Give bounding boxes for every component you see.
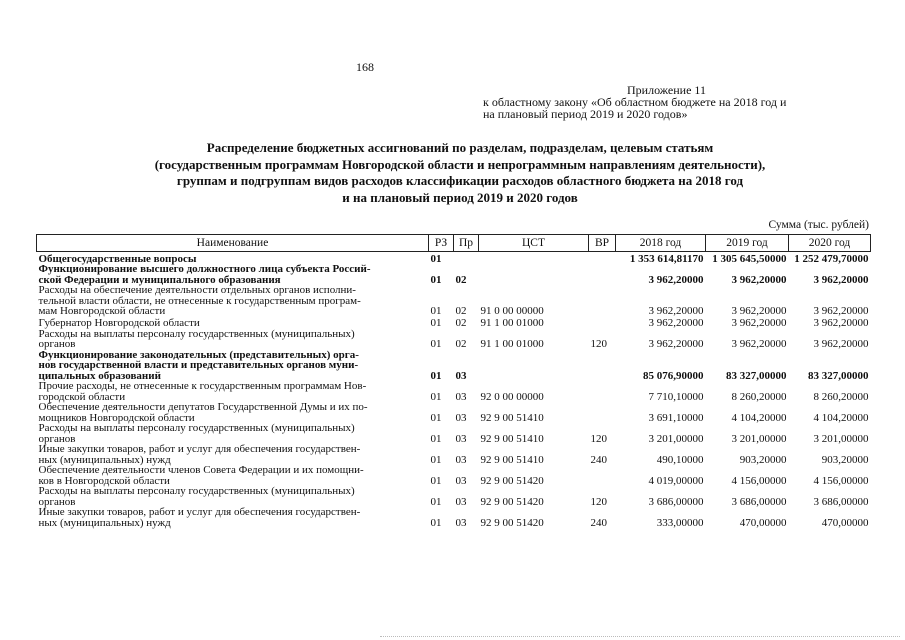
row-pr: 02 <box>455 317 467 329</box>
row-name-line: Расходы на выплаты персоналу государственных (муниципальных) <box>38 485 355 497</box>
row-name-line: ской Федерации и муниципального образования <box>38 273 281 286</box>
row-name-line: ных (муниципальных) нужд <box>38 453 171 466</box>
row-2020: 3 962,20000 <box>813 338 869 350</box>
row-2019: 3 962,20000 <box>731 317 787 329</box>
row-pr: 03 <box>455 495 467 508</box>
row-cst: 91 1 00 01000 <box>480 338 544 350</box>
row-2019: 3 201,00000 <box>731 432 787 445</box>
row-name-line: городской области <box>38 390 126 403</box>
row-2020: 4 104,20000 <box>813 411 869 424</box>
row-2020: 3 201,00000 <box>813 432 869 445</box>
row-2019: 4 156,00000 <box>731 474 787 487</box>
row-rz: 01 <box>430 252 442 265</box>
row-2018: 3 962,20000 <box>648 338 704 350</box>
row-name-line: Губернатор Новгородской области <box>38 317 200 329</box>
row-vr: 120 <box>590 432 607 445</box>
row-2019: 470,00000 <box>739 516 787 529</box>
row-name-line: Общегосударственные вопросы <box>38 252 197 265</box>
row-name <box>37 486 429 507</box>
row-rz: 01 <box>430 453 442 466</box>
row-pr: 02 <box>455 305 467 317</box>
row-2019: 3 962,20000 <box>731 338 787 350</box>
row-name-line: Расходы на выплаты персоналу государственных (муниципальных) <box>38 327 355 340</box>
row-name-line: Функционирование законодательных (представительных) орга- <box>38 348 359 361</box>
row-pr: 02 <box>455 273 467 286</box>
row-vr <box>589 402 616 423</box>
row-name-line: нов государственной власти и представительных органов муни- <box>38 359 359 371</box>
row-2020: 3 686,00000 <box>813 495 869 508</box>
row-pr: 03 <box>455 516 467 529</box>
row-name-line: ных (муниципальных) нужд <box>38 516 171 529</box>
row-cst: 92 9 00 51410 <box>480 411 544 424</box>
row-rz: 01 <box>430 495 442 508</box>
table-row <box>37 381 871 402</box>
row-rz: 01 <box>430 432 442 445</box>
row-name-line: ков в Новгородской области <box>38 474 170 487</box>
row-rz: 01 <box>430 390 442 403</box>
row-2018: 333,00000 <box>656 516 704 529</box>
row-rz: 01 <box>430 369 442 382</box>
row-2019: 83 327,00000 <box>726 369 787 382</box>
row-vr: 120 <box>590 338 607 350</box>
row-name-line: мощников Новгородской области <box>38 411 195 424</box>
header-pr: Пр <box>454 235 479 252</box>
row-2019: 903,20000 <box>739 453 787 466</box>
table-row <box>37 486 871 507</box>
table-row <box>37 465 871 486</box>
row-name-line: органов <box>38 432 76 445</box>
row-name <box>37 465 429 486</box>
row-name-line: тельной власти области, не отнесенные к государственным програм- <box>38 294 361 307</box>
row-2018: 4 019,00000 <box>648 474 704 487</box>
header-rz: РЗ <box>429 235 454 252</box>
row-vr <box>589 252 616 265</box>
row-rz: 01 <box>430 273 442 286</box>
row-cst: 92 9 00 51420 <box>480 516 544 529</box>
row-cst <box>479 264 589 285</box>
header-name: Наименование <box>37 235 429 252</box>
row-rz: 01 <box>430 411 442 424</box>
bottom-divider <box>380 636 900 638</box>
row-2018: 3 962,20000 <box>648 305 704 317</box>
row-pr: 03 <box>455 369 467 382</box>
row-pr <box>454 252 479 265</box>
row-rz: 01 <box>430 317 442 329</box>
row-name-line: Прочие расходы, не отнесенные к государственным программам Нов- <box>38 380 367 392</box>
row-name-line: Обеспечение деятельности депутатов Государственной Думы и их по- <box>38 401 368 413</box>
row-cst <box>479 252 589 265</box>
row-cst: 92 9 00 51420 <box>480 495 544 508</box>
row-name-line: Иные закупки товаров, работ и услуг для обеспечения государствен- <box>38 443 361 455</box>
row-2020: 8 260,20000 <box>813 390 869 403</box>
table-row <box>37 264 871 285</box>
row-2020: 1 252 479,70000 <box>794 252 869 265</box>
row-2020: 4 156,00000 <box>813 474 869 487</box>
row-cst: 92 9 00 51410 <box>480 453 544 466</box>
row-cst <box>479 350 589 382</box>
header-2018: 2018 год <box>616 235 706 252</box>
row-rz: 01 <box>430 338 442 350</box>
row-pr: 03 <box>455 474 467 487</box>
row-2020: 903,20000 <box>821 453 869 466</box>
row-vr <box>589 350 616 382</box>
row-2019: 3 686,00000 <box>731 495 787 508</box>
row-2019: 8 260,20000 <box>731 390 787 403</box>
row-name-line: Обеспечение деятельности членов Совета Федерации и их помощни- <box>38 464 364 476</box>
row-2018: 3 691,10000 <box>648 411 704 424</box>
row-name-line: мам Новгородской области <box>38 305 166 317</box>
appendix-line-2: к областному закону «Об областном бюджете на 2018 год и <box>483 95 787 109</box>
row-name-line: Иные закупки товаров, работ и услуг для обеспечения государствен- <box>38 506 361 518</box>
table-row <box>37 350 871 382</box>
row-vr <box>589 264 616 285</box>
row-vr <box>589 381 616 402</box>
table-row <box>37 317 871 329</box>
row-2018: 1 353 614,81170 <box>629 252 704 265</box>
row-name <box>37 402 429 423</box>
row-2019: 1 305 645,50000 <box>712 252 787 265</box>
table-body <box>37 252 871 529</box>
row-2019: 4 104,20000 <box>731 411 787 424</box>
row-name <box>37 317 429 329</box>
row-vr: 240 <box>590 516 607 529</box>
appendix-line-1: Приложение 11 <box>627 83 706 97</box>
row-name <box>37 329 429 350</box>
row-cst: 92 9 00 51420 <box>480 474 544 487</box>
row-name-line: Функционирование высшего должностного лица субъекта Россий- <box>38 263 371 275</box>
row-name <box>37 350 429 382</box>
title-line-1: Распределение бюджетных ассигнований по разделам, подразделам, целевым статьям <box>206 140 714 155</box>
row-2018: 7 710,10000 <box>648 390 704 403</box>
table-row <box>37 329 871 350</box>
row-rz: 01 <box>430 474 442 487</box>
row-name <box>37 285 429 317</box>
row-vr <box>589 465 616 486</box>
page-number: 168 <box>356 60 374 74</box>
row-2020: 3 962,20000 <box>813 305 869 317</box>
row-name <box>37 423 429 444</box>
table-row <box>37 507 871 528</box>
row-vr: 240 <box>590 453 607 466</box>
row-name-line: органов <box>38 338 76 350</box>
row-2018: 3 962,20000 <box>648 317 704 329</box>
row-name-line: ципальных образований <box>38 369 161 382</box>
title-line-4: и на плановый период 2019 и 2020 годов <box>342 189 578 205</box>
row-pr: 03 <box>455 390 467 403</box>
row-pr: 03 <box>455 453 467 466</box>
row-2018: 3 962,20000 <box>648 273 704 286</box>
row-pr: 03 <box>455 411 467 424</box>
row-cst: 92 0 00 00000 <box>480 390 544 403</box>
title-line-2: (государственным программам Новгородской области и непрограммным направлениям деятельности), <box>154 156 766 172</box>
header-cst: ЦСТ <box>479 235 589 252</box>
document-title <box>60 140 860 206</box>
row-2019: 3 962,20000 <box>731 305 787 317</box>
header-vr: ВР <box>589 235 616 252</box>
table-row <box>37 285 871 317</box>
table-row <box>37 423 871 444</box>
row-vr: 120 <box>590 495 607 508</box>
table-header-row <box>37 235 871 252</box>
row-name <box>37 507 429 528</box>
row-2019: 3 962,20000 <box>731 273 787 286</box>
row-cst: 91 1 00 01000 <box>480 317 544 329</box>
row-vr <box>589 285 616 317</box>
table-row <box>37 402 871 423</box>
row-name-line: органов <box>38 495 76 508</box>
table-row <box>37 444 871 465</box>
row-2018: 490,10000 <box>656 453 704 466</box>
appendix-note <box>483 84 883 120</box>
budget-table <box>36 234 871 528</box>
row-name <box>37 381 429 402</box>
row-2020: 470,00000 <box>821 516 869 529</box>
row-cst: 91 0 00 00000 <box>480 305 544 317</box>
header-2019: 2019 год <box>706 235 789 252</box>
row-name <box>37 264 429 285</box>
row-pr: 02 <box>455 338 467 350</box>
row-name-line: Расходы на выплаты персоналу государственных (муниципальных) <box>38 422 355 434</box>
row-2018: 3 201,00000 <box>648 432 704 445</box>
row-name <box>37 444 429 465</box>
row-rz: 01 <box>430 516 442 529</box>
header-2020: 2020 год <box>789 235 871 252</box>
appendix-line-3: на плановый период 2019 и 2020 годов» <box>483 107 688 121</box>
row-name-line: Расходы на обеспечение деятельности отдельных органов исполни- <box>38 284 356 296</box>
row-2020: 3 962,20000 <box>813 273 869 286</box>
row-2020: 3 962,20000 <box>813 317 869 329</box>
row-2018: 85 076,90000 <box>643 369 704 382</box>
row-rz: 01 <box>430 305 442 317</box>
row-pr: 03 <box>455 432 467 445</box>
row-2020: 83 327,00000 <box>808 369 869 382</box>
row-vr <box>589 317 616 329</box>
units-label: Сумма (тыс. рублей) <box>768 219 869 231</box>
row-2018: 3 686,00000 <box>648 495 704 508</box>
row-cst: 92 9 00 51410 <box>480 432 544 445</box>
title-line-3: группам и подгруппам видов расходов классификации расходов областного бюджета на 2018 год <box>176 173 744 188</box>
